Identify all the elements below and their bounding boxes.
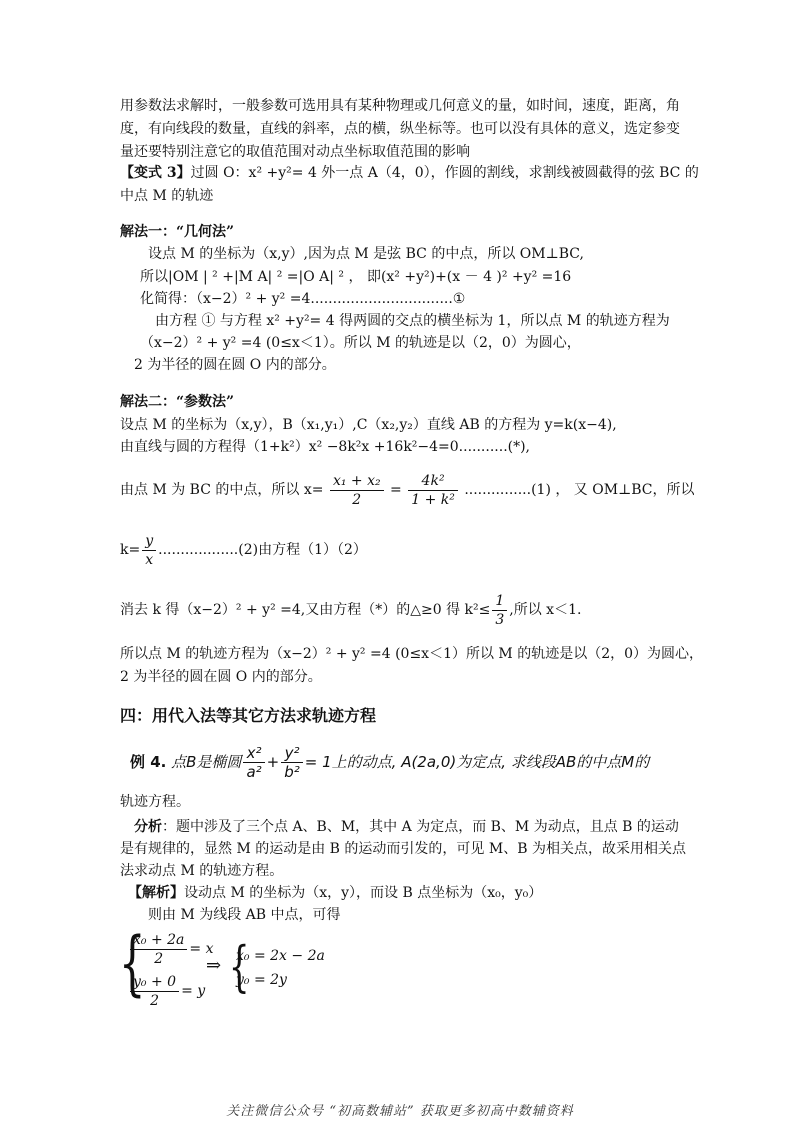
system-eq-2-fraction (130, 973, 179, 1010)
ellipse-y-fraction (281, 744, 303, 781)
footer-note: 关注微信公众号 “初高数辅站” 获取更多初高中数辅资料 (226, 1104, 574, 1119)
ellipse-x-num: x² (243, 744, 264, 763)
variant-line-1 (120, 163, 699, 183)
k-fraction-num: 4k² (408, 472, 458, 491)
method1-line-5: （x−2）² + y² =4 (0≤x＜1）。所以 M 的轨迹是以（2，0）为圆心， (140, 335, 581, 351)
method2-title: 解法二：“参数法” (120, 394, 235, 410)
method2-line-3-text: 由点 M 为 BC 的中点，所以 x= (120, 482, 324, 498)
equals-sign: = (390, 482, 402, 498)
method1-line-3: 化简得：（x−2）² + y² =4................................① (140, 291, 466, 307)
system-eq-2-rhs: = y (181, 983, 206, 999)
result-eq-1: x₀ = 2x − 2a (236, 948, 325, 964)
method2-line-7: 2 为半径的圆在圆 O 内的部分。 (120, 669, 322, 685)
right-brace: { (228, 935, 250, 998)
method2-line-6: 所以点 M 的轨迹方程为（x−2）² + y² =4 (0≤x＜1）所以 M 的轨迹是以（2，0）为圆心， (120, 646, 704, 662)
solution-text: 设动点 M 的坐标为（x，y），而设 B 点坐标为（x₀，y₀） (184, 885, 543, 901)
method2-line-5-text: 消去 k 得（x−2）² + y² =4,又由方程（*）的△≥0 得 k²≤ (120, 602, 491, 618)
variant-line-2: 中点 M 的轨迹 (120, 188, 214, 204)
section4-title: 四：用代入法等其它方法求轨迹方程 (120, 706, 377, 725)
method1-title: 解法一：“几何法” (120, 224, 235, 240)
variant-label: 【变式 3】 (120, 165, 191, 181)
method1-line-4: 由方程 ① 与方程 x² +y²= 4 得两圆的交点的横坐标为 1，所以点 M 的轨迹方程为 (155, 313, 670, 329)
ellipse-x-fraction (243, 744, 264, 781)
implies-arrow: ⇒ (206, 955, 222, 976)
third-fraction-den: 3 (495, 611, 505, 628)
third-fraction (492, 592, 507, 629)
intro-line-2: 度，有向线段的数量，直线的斜率，点的横，纵坐标等。也可以没有具体的意义，选定参变 (120, 121, 680, 137)
method2-line-2: 由直线与圆的方程得（1+k²）x² −8k²x +16k²−4=0...........(*), (120, 439, 531, 455)
method2-line-4 (120, 530, 367, 570)
solution-line-1 (128, 883, 542, 903)
result-eq-2: y₀ = 2y (236, 972, 287, 988)
k-fraction-den: 1 + k² (411, 491, 455, 508)
solution-label: 【解析】 (128, 885, 184, 901)
example4-text-b: = 1上的动点, A(2a,0)为定点, 求线段AB的中点M的 (304, 753, 650, 771)
system-eq-2-num: y₀ + 0 (130, 973, 179, 992)
method2-line-5-tail: ,所以 x＜1. (509, 602, 582, 618)
example4-label: 例 4. (130, 753, 167, 771)
example4-line-2: 轨迹方程。 (120, 794, 190, 810)
midpoint-fraction-num: x₁ + x₂ (330, 472, 384, 491)
example4-text-a: 点B是椭圆 (171, 753, 242, 771)
system-eq-2 (128, 972, 205, 1010)
method2-line-3-tail: ...............(1) ， 又 OM⊥BC，所以 (464, 482, 695, 498)
intro-line-3: 量还要特别注意它的取值范围对动点坐标取值范围的影响 (120, 144, 470, 160)
slope-fraction-num: y (142, 532, 156, 551)
slope-label: k= (120, 542, 141, 558)
solution-line-2: 则由 M 为线段 AB 中点，可得 (148, 907, 341, 923)
plus-sign: + (266, 753, 280, 771)
midpoint-fraction (330, 472, 384, 509)
analysis-line-3: 法求动点 M 的轨迹方程。 (120, 863, 284, 879)
system-eq-2-den: 2 (150, 992, 159, 1009)
third-fraction-num: 1 (492, 592, 507, 611)
midpoint-fraction-den: 2 (352, 491, 362, 508)
method1-line-2: 所以|OM | ² +|M A| ² =|O A| ² ， 即(x² +y²)+(x － 4 )² +y² =16 (140, 269, 572, 285)
method2-line-1: 设点 M 的坐标为（x,y），B（x₁,y₁）,C（x₂,y₂）直线 AB 的方程为 y=k(x−4), (120, 417, 617, 433)
method2-line-3 (120, 470, 695, 510)
method1-line-6: 2 为半径的圆在圆 O 内的部分。 (134, 357, 336, 373)
analysis-line-2: 是有规律的，显然 M 的运动是由 B 的运动而引发的，可见 M、B 为相关点，故采用相关点 (120, 841, 686, 857)
analysis-label: 分析 (134, 819, 162, 835)
left-brace: { (118, 922, 146, 1004)
example4-line (130, 740, 649, 784)
ellipse-y-num: y² (281, 744, 303, 763)
ellipse-y-den: b² (284, 763, 300, 781)
variant-text: 过圆 O：x² +y²= 4 外一点 A（4，0），作圆的割线，求割线被圆截得的弦 BC 的 (190, 165, 699, 181)
system-eq-1 (128, 930, 213, 968)
k-fraction (408, 472, 458, 509)
method2-line-4-tail: ..................(2)由方程（1）（2） (158, 542, 367, 558)
ellipse-x-den: a² (246, 763, 262, 781)
intro-line-1: 用参数法求解时，一般参数可选用具有某种物理或几何意义的量，如时间，速度，距离，角 (120, 98, 680, 114)
analysis-text: ：题中涉及了三个点 A、B、M，其中 A 为定点，而 B、M 为动点，且点 B 的运动 (162, 819, 679, 835)
system-eq-1-den: 2 (154, 950, 164, 967)
slope-fraction-den: x (145, 551, 154, 568)
slope-fraction (142, 532, 156, 569)
method2-line-5 (120, 590, 581, 630)
system-eq-1-num: x₀ + 2a (130, 931, 187, 950)
system-eq-1-fraction (130, 931, 187, 968)
system-eq-1-rhs: = x (189, 941, 214, 957)
analysis-line-1 (134, 817, 679, 837)
method1-line-1: 设点 M 的坐标为（x,y）,因为点 M 是弦 BC 的中点，所以 OM⊥BC, (148, 246, 584, 262)
